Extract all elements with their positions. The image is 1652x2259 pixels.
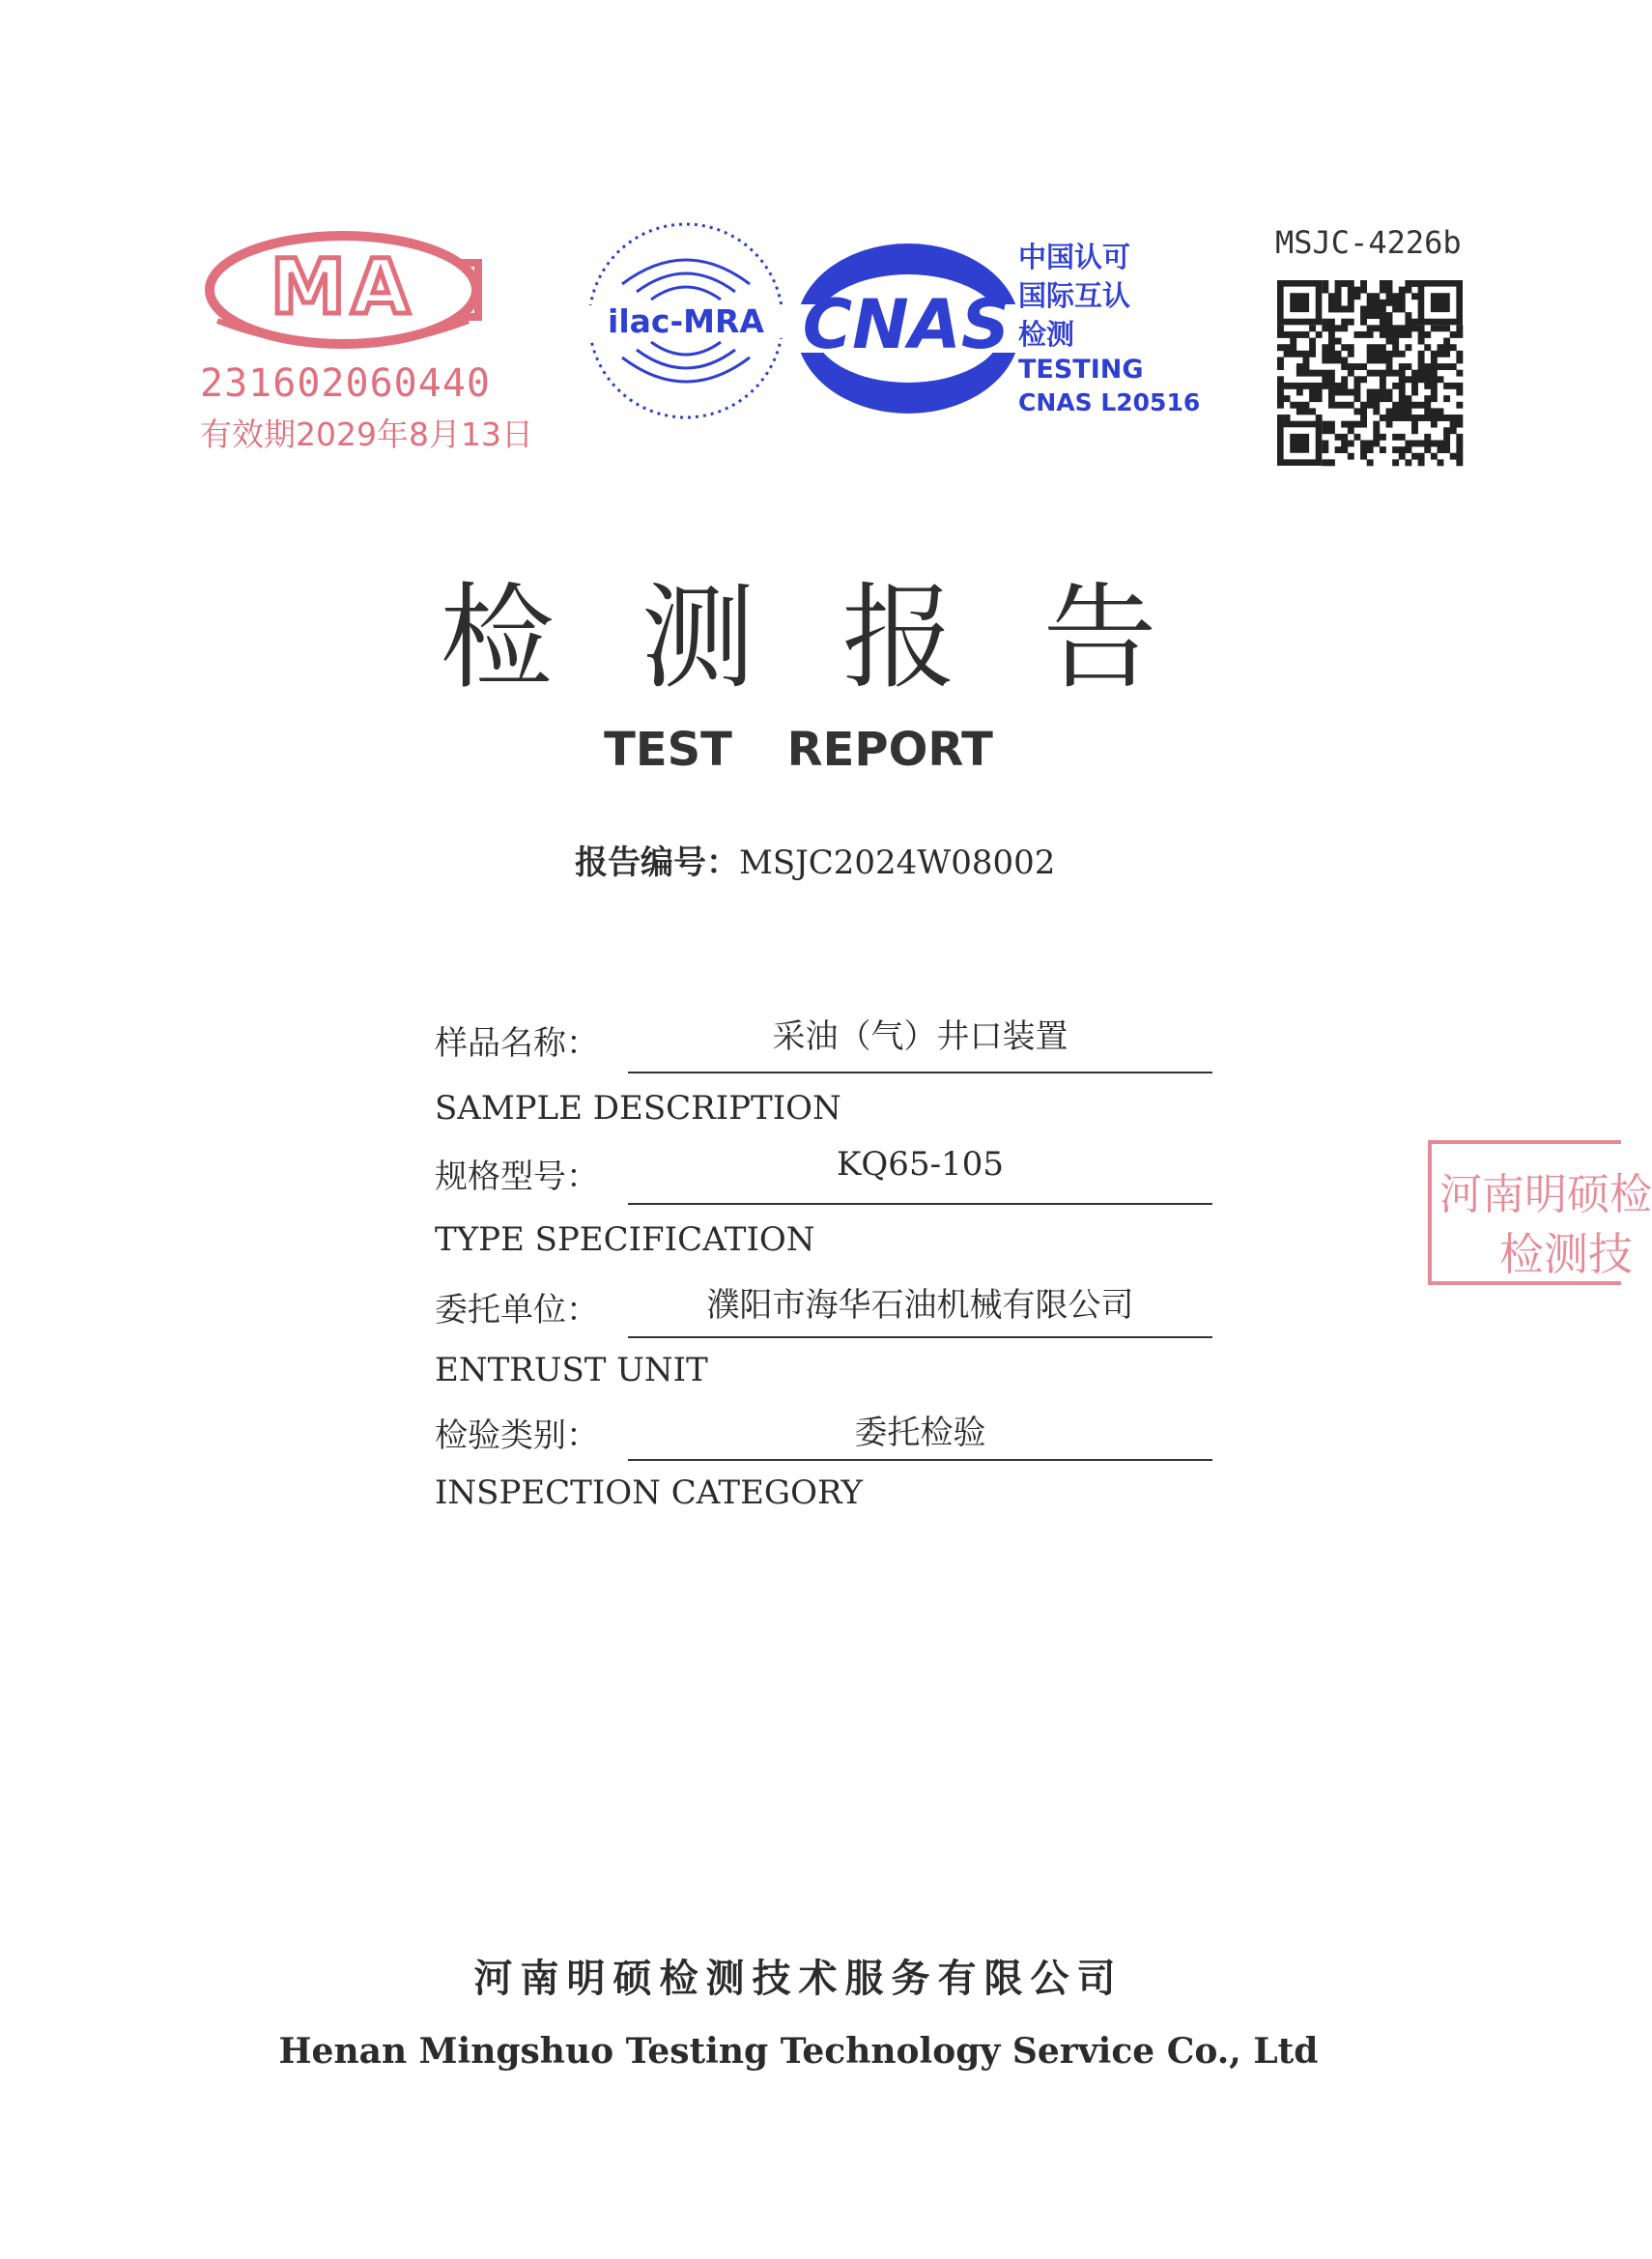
cnas-logo — [792, 237, 1024, 420]
company-seal-line2: 检测技 — [1499, 1228, 1633, 1280]
field-label-category: 检验类别： — [435, 1416, 599, 1455]
cma-stamp — [198, 224, 533, 466]
qr-code-icon — [1277, 280, 1463, 466]
field-label-type: 规格型号： — [435, 1158, 599, 1196]
cma-validity: 有效期2029年8月13日 — [200, 415, 533, 453]
report-number — [575, 836, 1055, 883]
field-label-sample: 样品名称： — [435, 1024, 599, 1063]
field-underline — [628, 1072, 1212, 1073]
page-title-en: TEST REPORT — [604, 723, 993, 777]
report-number-label: 报告编号： — [575, 844, 739, 882]
svg-text:MA: MA — [271, 244, 415, 331]
field-value-sample: 采油（气）井口装置 — [772, 1017, 1068, 1056]
cnas-testing: TESTING — [1018, 355, 1144, 385]
ilac-mra-icon — [584, 216, 788, 425]
page-title-cn: 检测报告 — [440, 571, 1244, 704]
cnas-code: CNAS L20516 — [1018, 388, 1201, 416]
cma-number: 231602060440 — [200, 361, 491, 406]
field-underline — [628, 1203, 1212, 1205]
field-value-entrust: 濮阳市海华石油机械有限公司 — [706, 1286, 1134, 1325]
field-value-type: KQ65-105 — [837, 1145, 1004, 1184]
field-en-category: INSPECTION CATEGORY — [435, 1473, 863, 1512]
field-en-sample: SAMPLE DESCRIPTION — [435, 1089, 841, 1128]
company-seal — [1428, 1140, 1652, 1285]
company-name-cn: 河南明硕检测技术服务有限公司 — [473, 1957, 1124, 2001]
cnas-line-3: 检测 — [1018, 318, 1075, 351]
field-value-category: 委托检验 — [854, 1414, 986, 1452]
field-underline — [628, 1459, 1212, 1461]
field-underline — [628, 1336, 1212, 1338]
document-code: MSJC-4226b — [1275, 224, 1462, 261]
company-seal-line1: 河南明硕检 — [1439, 1170, 1652, 1219]
cnas-icon — [792, 237, 1024, 420]
report-number-value: MSJC2024W08002 — [739, 844, 1056, 882]
cnas-line-1: 中国认可 — [1018, 241, 1131, 273]
field-en-entrust: ENTRUST UNIT — [435, 1351, 708, 1389]
cnas-logo-text: CNAS — [802, 285, 1011, 364]
cma-logo-icon — [198, 224, 488, 359]
field-label-entrust: 委托单位： — [435, 1291, 599, 1330]
cnas-line-2: 国际互认 — [1018, 279, 1131, 312]
field-en-type: TYPE SPECIFICATION — [435, 1220, 815, 1259]
svg-text:ilac-MRA: ilac-MRA — [608, 302, 764, 340]
ilac-mra-logo — [584, 216, 788, 425]
cnas-accreditation-text — [1018, 238, 1200, 419]
company-name-en: Henan Mingshuo Testing Technology Service Co., Ltd — [278, 2031, 1319, 2072]
